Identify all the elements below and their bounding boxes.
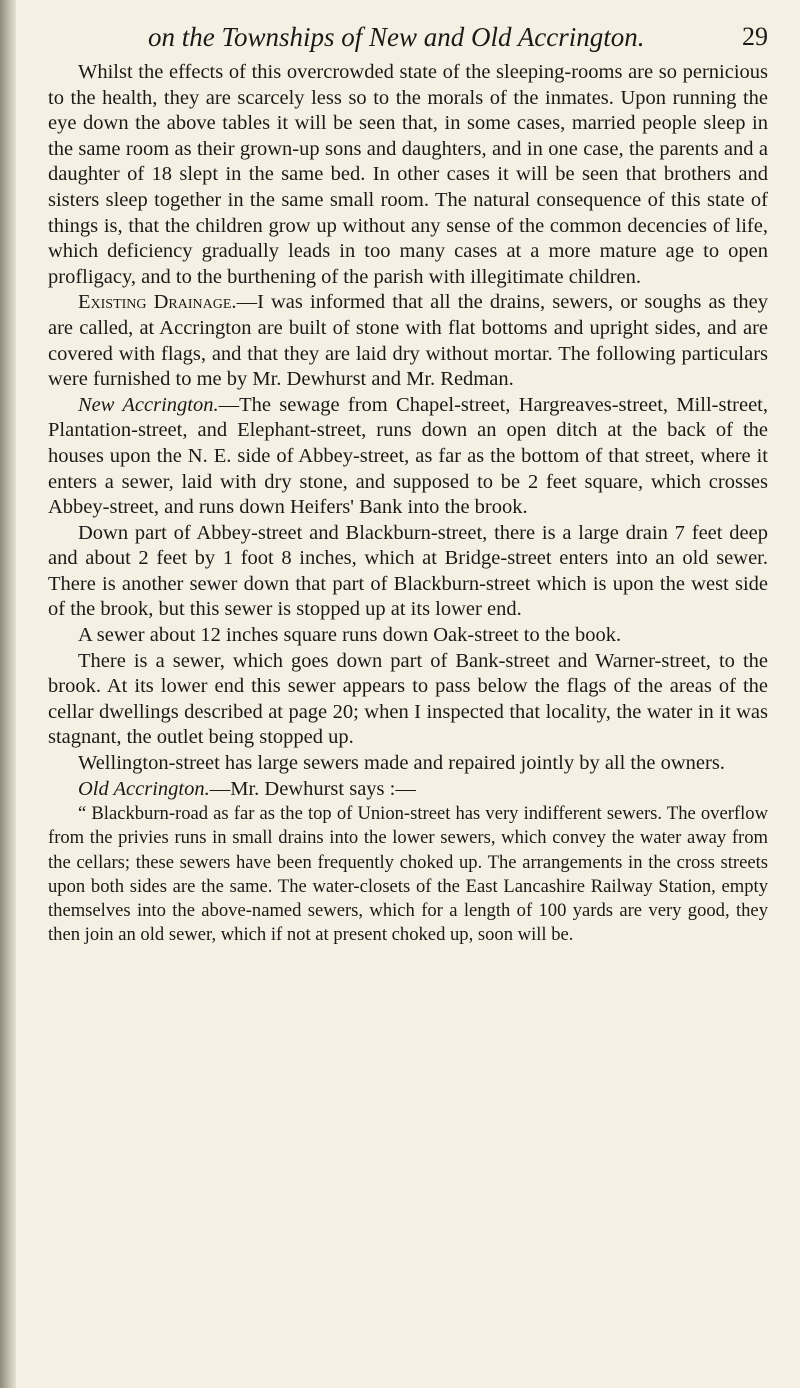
paragraph-new-accrington xyxy=(48,393,768,521)
paragraph-text: —I was informed that all the drains, sewers, or soughs as they are called, at Accrington are built of stone with flat bottoms and upright sides, and are covered with flags, and that they are laid dry without mortar. The following particulars were furnished to me by Mr. Dewhurst and Mr. Redman. xyxy=(48,291,768,391)
section-heading-old-accrington: Old Accrington. xyxy=(78,777,210,800)
section-heading-existing-drainage: Existing Drainage. xyxy=(78,291,237,314)
paragraph-oak-street: A sewer about 12 inches square runs down Oak-street to the book. xyxy=(78,624,622,647)
body-text xyxy=(48,60,768,947)
quoted-paragraph-blackburn-road: “ Blackburn-road as far as the top of Union-street has very indifferent sewers. The overflow from the privies runs in small drains into the lower sewers, which convey the water away from the cellars; these sewers have been frequently choked up. The arrangements in the cross streets upon both sides are the same. The water-closets of the East Lancashire Railway Station, empty themselves into the above-named sewers, which for a length of 100 yards are very good, they then join an old sewer, which if not at present choked up, soon will be. xyxy=(48,803,768,946)
paragraph-text: —Mr. Dewhurst says :— xyxy=(209,777,416,800)
paragraph-existing-drainage xyxy=(48,290,768,392)
paragraph-text: —The sewage from Chapel-street, Hargreaves-street, Mill-street, Plantation-street, and Elephant-street, runs down an open ditch at the back of the houses upon the N. E. side of Abbey-street, as far as the bottom of that street, where it enters a sewer, laid with dry stone, and supposed to be 2 feet square, which crosses Abbey-street, and runs down Heifers' Bank into the brook. xyxy=(48,393,768,519)
page-number: 29 xyxy=(742,22,768,51)
running-header xyxy=(48,16,768,60)
paragraph-old-accrington xyxy=(48,777,768,803)
book-page xyxy=(48,16,768,947)
header-title: on the Townships of New and Old Accrington. xyxy=(148,22,645,52)
paragraph-overcrowding: Whilst the effects of this overcrowded state of the sleeping-rooms are so pernicious to the health, they are scarcely less so to the morals of the inmates. Upon running the eye down the above tables it will be seen that, in some cases, married people sleep in the same room as their grown-up sons and daughters, and in one case, the parents and a daughter of 18 slept in the same bed. In other cases it will be seen that brothers and sisters sleep together in the same small room. The natural consequence of this state of things is, that the children grow up without any sense of the common decencies of life, which deficiency gradually leads in too many cases at a more mature age to open profligacy, and to the burthening of the parish with illegitimate children. xyxy=(48,61,768,288)
paragraph-wellington-street: Wellington-street has large sewers made and repaired jointly by all the owners. xyxy=(78,752,725,775)
section-heading-new-accrington: New Accrington. xyxy=(78,393,219,416)
paragraph-bank-street: There is a sewer, which goes down part of Bank-street and Warner-street, to the brook. At its lower end this sewer appears to pass below the flags of the areas of the cellar dwellings described at page 20; when I inspected that locality, the water in it was stagnant, the outlet being stopped up. xyxy=(48,649,768,749)
paragraph-abbey-street: Down part of Abbey-street and Blackburn-street, there is a large drain 7 feet deep and about 2 feet by 1 foot 8 inches, which at Bridge-street enters into an old sewer. There is another sewer down that part of Blackburn-street which is upon the west side of the brook, but this sewer is stopped up at its lower end. xyxy=(48,521,768,621)
book-binding-edge xyxy=(0,0,16,1388)
